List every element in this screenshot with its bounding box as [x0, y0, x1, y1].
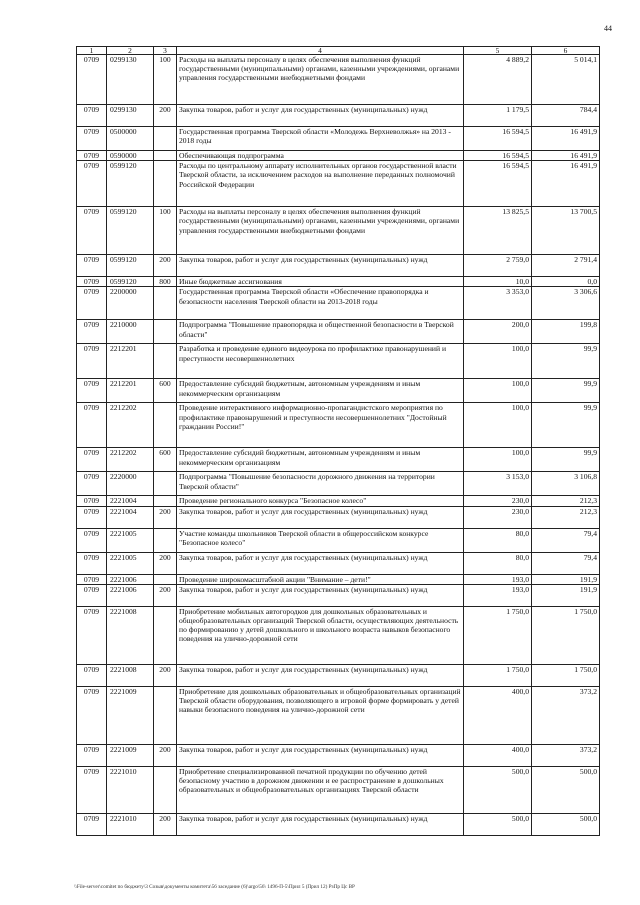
table-row	[77, 448, 600, 472]
expense-type-cell: 200	[154, 105, 177, 127]
description-cell: Иные бюджетные ассигнования	[177, 277, 464, 287]
table-row	[77, 127, 600, 151]
description-cell: Расходы на выплаты персоналу в целях обеспечения выполнения функций государственными (муниципальными) органами, казенными учреждениями, органами управления государственными внебюджетными фондами	[177, 207, 464, 255]
actual-amount-cell: 99,9	[532, 403, 600, 448]
expense-type-cell: 200	[154, 664, 177, 686]
target-article-cell: 0299130	[107, 55, 154, 105]
section-code-cell: 0709	[77, 344, 107, 379]
header-cell: 5	[464, 47, 532, 55]
target-article-cell: 2221010	[107, 766, 154, 813]
expense-type-cell	[154, 344, 177, 379]
actual-amount-cell: 5 014,1	[532, 55, 600, 105]
table-row	[77, 255, 600, 277]
description-cell: Закупка товаров, работ и услуг для государственных (муниципальных) нужд	[177, 664, 464, 686]
expense-type-cell: 200	[154, 744, 177, 766]
target-article-cell: 0299130	[107, 105, 154, 127]
description-cell: Приобретение для дошкольных образовательных и общеобразовательных организаций Тверской области оборудования, позволяющего в игровой форме формировать у детей навыки безопасного поведения на улично-дорожной сети	[177, 686, 464, 744]
expense-type-cell: 100	[154, 207, 177, 255]
target-article-cell: 2221009	[107, 686, 154, 744]
description-cell: Расходы на выплаты персоналу в целях обеспечения выполнения функций государственными (муниципальными) органами, казенными учреждениями, органами управления государственными внебюджетными фондами	[177, 55, 464, 105]
target-article-cell: 2212201	[107, 344, 154, 379]
expense-type-cell: 200	[154, 506, 177, 528]
planned-amount-cell: 4 889,2	[464, 55, 532, 105]
description-cell: Проведение интерактивного информационно-пропагандистского мероприятия по профилактике правонарушений и преступности несовершеннолетних "Достойный гражданин России!"	[177, 403, 464, 448]
description-cell: Проведение широкомасштабной акции "Внимание – дети!"	[177, 574, 464, 584]
expense-type-cell: 200	[154, 813, 177, 835]
section-code-cell: 0709	[77, 105, 107, 127]
actual-amount-cell: 500,0	[532, 766, 600, 813]
planned-amount-cell: 3 353,0	[464, 287, 532, 320]
actual-amount-cell: 212,3	[532, 496, 600, 506]
section-code-cell: 0709	[77, 574, 107, 584]
planned-amount-cell: 200,0	[464, 320, 532, 344]
actual-amount-cell: 16 491,9	[532, 127, 600, 151]
actual-amount-cell: 500,0	[532, 813, 600, 835]
target-article-cell: 2200000	[107, 287, 154, 320]
planned-amount-cell: 80,0	[464, 552, 532, 574]
table-row	[77, 606, 600, 664]
table-row	[77, 552, 600, 574]
header-row	[77, 47, 600, 55]
section-code-cell: 0709	[77, 506, 107, 528]
planned-amount-cell: 400,0	[464, 686, 532, 744]
planned-amount-cell: 80,0	[464, 528, 532, 552]
target-article-cell: 2221005	[107, 528, 154, 552]
description-cell: Подпрограмма "Повышение правопорядка и общественной безопасности в Тверской области"	[177, 320, 464, 344]
section-code-cell: 0709	[77, 552, 107, 574]
section-code-cell: 0709	[77, 379, 107, 403]
expense-type-cell: 600	[154, 379, 177, 403]
header-cell: 6	[532, 47, 600, 55]
actual-amount-cell: 13 700,5	[532, 207, 600, 255]
table-row	[77, 151, 600, 161]
expense-type-cell	[154, 127, 177, 151]
actual-amount-cell: 16 491,9	[532, 161, 600, 207]
description-cell: Закупка товаров, работ и услуг для государственных (муниципальных) нужд	[177, 552, 464, 574]
actual-amount-cell: 3 106,8	[532, 472, 600, 496]
expense-type-cell	[154, 496, 177, 506]
table-row	[77, 287, 600, 320]
expense-type-cell	[154, 151, 177, 161]
target-article-cell: 2221006	[107, 574, 154, 584]
expense-type-cell	[154, 686, 177, 744]
expense-type-cell	[154, 528, 177, 552]
description-cell: Разработка и проведение единого видеоурока по профилактике правонарушений и преступности несовершеннолетних	[177, 344, 464, 379]
target-article-cell: 2221008	[107, 606, 154, 664]
description-cell: Закупка товаров, работ и услуг для государственных (муниципальных) нужд	[177, 744, 464, 766]
planned-amount-cell: 13 825,5	[464, 207, 532, 255]
description-cell: Закупка товаров, работ и услуг для государственных (муниципальных) нужд	[177, 506, 464, 528]
planned-amount-cell: 16 594,5	[464, 151, 532, 161]
actual-amount-cell: 99,9	[532, 379, 600, 403]
planned-amount-cell: 16 594,5	[464, 161, 532, 207]
expense-type-cell	[154, 766, 177, 813]
header-cell: 3	[154, 47, 177, 55]
actual-amount-cell: 191,9	[532, 584, 600, 606]
actual-amount-cell: 2 791,4	[532, 255, 600, 277]
actual-amount-cell: 3 306,6	[532, 287, 600, 320]
description-cell: Подпрограмма "Повышение безопасности дорожного движения на территории Тверской области"	[177, 472, 464, 496]
section-code-cell: 0709	[77, 448, 107, 472]
target-article-cell: 2221004	[107, 506, 154, 528]
section-code-cell: 0709	[77, 127, 107, 151]
expense-type-cell: 100	[154, 55, 177, 105]
header-cell: 1	[77, 47, 107, 55]
planned-amount-cell: 100,0	[464, 403, 532, 448]
actual-amount-cell: 79,4	[532, 528, 600, 552]
expense-type-cell: 600	[154, 448, 177, 472]
target-article-cell: 2221004	[107, 496, 154, 506]
table-row	[77, 403, 600, 448]
section-code-cell: 0709	[77, 287, 107, 320]
section-code-cell: 0709	[77, 161, 107, 207]
planned-amount-cell: 3 153,0	[464, 472, 532, 496]
planned-amount-cell: 230,0	[464, 496, 532, 506]
table-row	[77, 574, 600, 584]
section-code-cell: 0709	[77, 496, 107, 506]
planned-amount-cell: 10,0	[464, 277, 532, 287]
table-row	[77, 506, 600, 528]
expense-type-cell: 200	[154, 584, 177, 606]
table-row	[77, 813, 600, 835]
actual-amount-cell: 79,4	[532, 552, 600, 574]
target-article-cell: 2220000	[107, 472, 154, 496]
section-code-cell: 0709	[77, 277, 107, 287]
description-cell: Государственная программа Тверской области «Молодежь Верхневолжья» на 2013 - 2018 годы	[177, 127, 464, 151]
table-row	[77, 472, 600, 496]
table-row	[77, 379, 600, 403]
table-row	[77, 161, 600, 207]
planned-amount-cell: 16 594,5	[464, 127, 532, 151]
planned-amount-cell: 100,0	[464, 379, 532, 403]
expense-type-cell: 200	[154, 255, 177, 277]
section-code-cell: 0709	[77, 528, 107, 552]
table-row	[77, 584, 600, 606]
target-article-cell: 2221005	[107, 552, 154, 574]
table-row	[77, 664, 600, 686]
target-article-cell: 0599120	[107, 255, 154, 277]
table-row	[77, 105, 600, 127]
description-cell: Закупка товаров, работ и услуг для государственных (муниципальных) нужд	[177, 813, 464, 835]
section-code-cell: 0709	[77, 686, 107, 744]
table-row	[77, 744, 600, 766]
target-article-cell: 2210000	[107, 320, 154, 344]
actual-amount-cell: 373,2	[532, 744, 600, 766]
section-code-cell: 0709	[77, 320, 107, 344]
section-code-cell: 0709	[77, 151, 107, 161]
table-row	[77, 496, 600, 506]
target-article-cell: 2221010	[107, 813, 154, 835]
actual-amount-cell: 191,9	[532, 574, 600, 584]
table-row	[77, 320, 600, 344]
description-cell: Государственная программа Тверской области «Обеспечение правопорядка и безопасности населения Тверской области на 2013-2018 годы	[177, 287, 464, 320]
table-row	[77, 766, 600, 813]
actual-amount-cell: 0,0	[532, 277, 600, 287]
planned-amount-cell: 400,0	[464, 744, 532, 766]
expense-type-cell	[154, 606, 177, 664]
expense-type-cell: 800	[154, 277, 177, 287]
planned-amount-cell: 1 179,5	[464, 105, 532, 127]
description-cell: Приобретение специализированной печатной продукции по обучению детей безопасному участию в дорожном движении и ее распространение в дошкольных образовательных и общеобразовательных организациях Тверской области	[177, 766, 464, 813]
table-row	[77, 55, 600, 105]
actual-amount-cell: 1 750,0	[532, 664, 600, 686]
description-cell: Закупка товаров, работ и услуг для государственных (муниципальных) нужд	[177, 584, 464, 606]
expense-type-cell	[154, 574, 177, 584]
actual-amount-cell: 99,9	[532, 344, 600, 379]
planned-amount-cell: 1 750,0	[464, 664, 532, 686]
expense-type-cell	[154, 320, 177, 344]
description-cell: Закупка товаров, работ и услуг для государственных (муниципальных) нужд	[177, 105, 464, 127]
description-cell: Предоставление субсидий бюджетным, автономным учреждениям и иным некоммерческим организациям	[177, 379, 464, 403]
section-code-cell: 0709	[77, 813, 107, 835]
section-code-cell: 0709	[77, 207, 107, 255]
header-cell: 2	[107, 47, 154, 55]
planned-amount-cell: 500,0	[464, 813, 532, 835]
page-number: 44	[604, 24, 612, 33]
target-article-cell: 2212202	[107, 448, 154, 472]
expense-type-cell	[154, 403, 177, 448]
description-cell: Проведение регионального конкурса "Безопасное колесо"	[177, 496, 464, 506]
target-article-cell: 2212201	[107, 379, 154, 403]
actual-amount-cell: 212,3	[532, 506, 600, 528]
section-code-cell: 0709	[77, 766, 107, 813]
expense-type-cell	[154, 287, 177, 320]
description-cell: Обеспечивающая подпрограмма	[177, 151, 464, 161]
description-cell: Приобретение мобильных автогородков для дошкольных образовательных и общеобразовательных организаций Тверской области, осуществляющих деятельность по формированию у детей дошкольного и школьного возраста навыков безопасного поведения на улично-дорожной сети	[177, 606, 464, 664]
actual-amount-cell: 784,4	[532, 105, 600, 127]
target-article-cell: 2221008	[107, 664, 154, 686]
actual-amount-cell: 16 491,9	[532, 151, 600, 161]
target-article-cell: 2221006	[107, 584, 154, 606]
target-article-cell: 2221009	[107, 744, 154, 766]
section-code-cell: 0709	[77, 584, 107, 606]
section-code-cell: 0709	[77, 403, 107, 448]
target-article-cell: 0599120	[107, 161, 154, 207]
planned-amount-cell: 193,0	[464, 584, 532, 606]
actual-amount-cell: 199,8	[532, 320, 600, 344]
table-row	[77, 207, 600, 255]
actual-amount-cell: 99,9	[532, 448, 600, 472]
description-cell: Предоставление субсидий бюджетным, автономным учреждениям и иным некоммерческим организациям	[177, 448, 464, 472]
expense-type-cell	[154, 472, 177, 496]
file-path-footer: \\File-server\comitet по бюджету\3 Созыв\документы комитета\56 заседание (6)\argo\56\ 1496-П-5\Прил 5 (Прил 12) РзПр Цс ВР	[74, 884, 355, 890]
planned-amount-cell: 100,0	[464, 448, 532, 472]
planned-amount-cell: 1 750,0	[464, 606, 532, 664]
actual-amount-cell: 373,2	[532, 686, 600, 744]
budget-table	[76, 46, 600, 836]
actual-amount-cell: 1 750,0	[532, 606, 600, 664]
planned-amount-cell: 500,0	[464, 766, 532, 813]
planned-amount-cell: 100,0	[464, 344, 532, 379]
planned-amount-cell: 230,0	[464, 506, 532, 528]
section-code-cell: 0709	[77, 472, 107, 496]
table-row	[77, 277, 600, 287]
expense-type-cell: 200	[154, 552, 177, 574]
target-article-cell: 0599120	[107, 277, 154, 287]
section-code-cell: 0709	[77, 744, 107, 766]
section-code-cell: 0709	[77, 255, 107, 277]
description-cell: Расходы по центральному аппарату исполнительных органов государственной власти Тверской области, за исключением расходов на выполнение переданных полномочий Российской Федерации	[177, 161, 464, 207]
description-cell: Участие команды школьников Тверской области в общероссийском конкурсе "Безопасное колесо"	[177, 528, 464, 552]
table-row	[77, 528, 600, 552]
planned-amount-cell: 2 759,0	[464, 255, 532, 277]
planned-amount-cell: 193,0	[464, 574, 532, 584]
expense-type-cell	[154, 161, 177, 207]
target-article-cell: 0500000	[107, 127, 154, 151]
table-row	[77, 344, 600, 379]
table-row	[77, 686, 600, 744]
target-article-cell: 0599120	[107, 207, 154, 255]
section-code-cell: 0709	[77, 664, 107, 686]
header-cell: 4	[177, 47, 464, 55]
description-cell: Закупка товаров, работ и услуг для государственных (муниципальных) нужд	[177, 255, 464, 277]
target-article-cell: 0590000	[107, 151, 154, 161]
section-code-cell: 0709	[77, 55, 107, 105]
target-article-cell: 2212202	[107, 403, 154, 448]
section-code-cell: 0709	[77, 606, 107, 664]
